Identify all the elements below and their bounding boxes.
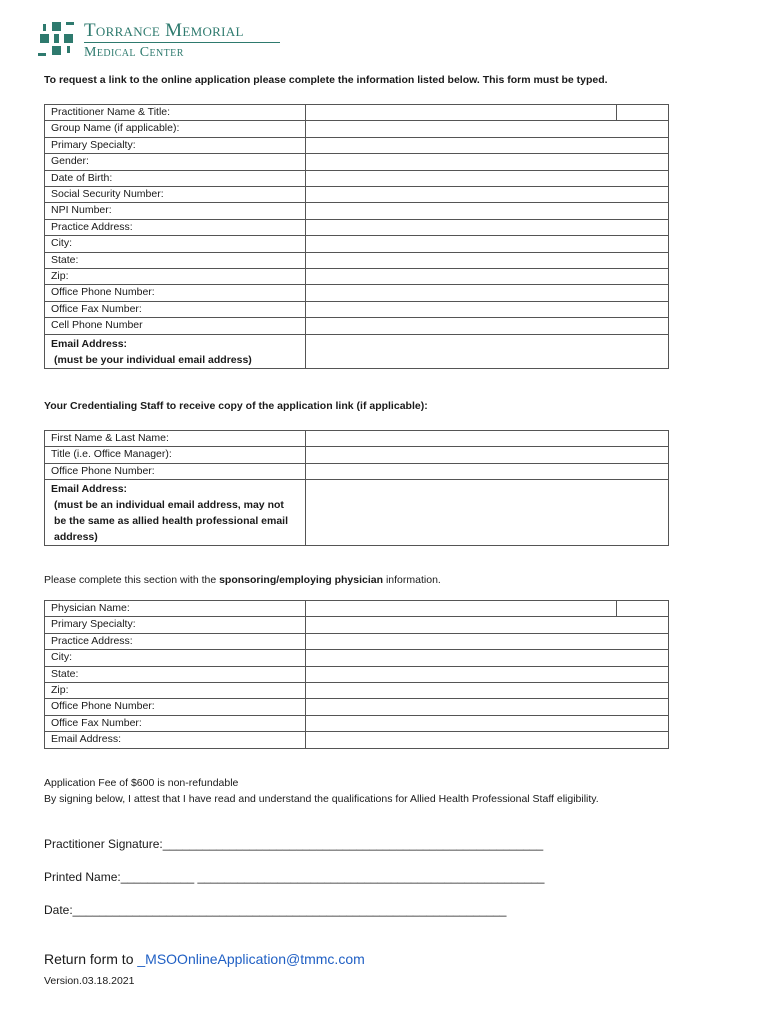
logo [38, 18, 278, 62]
practitioner-title-input[interactable] [617, 105, 669, 121]
field-label: Physician Name: [45, 601, 306, 617]
ssn-input[interactable] [306, 187, 669, 203]
return-instructions [44, 951, 365, 967]
staff-name-input[interactable] [306, 431, 669, 447]
table-row [45, 601, 669, 617]
field-label: Social Security Number: [45, 187, 306, 203]
staff-title-input[interactable] [306, 447, 669, 463]
table-row [45, 463, 669, 479]
staff-table [44, 430, 669, 546]
table-row [45, 480, 669, 546]
return-email-link[interactable]: _MSOOnlineApplication@tmmc.com [137, 951, 365, 967]
zip-input[interactable] [306, 269, 669, 285]
field-label: Title (i.e. Office Manager): [45, 447, 306, 463]
staff-email-label-cell [45, 480, 306, 546]
gender-input[interactable] [306, 154, 669, 170]
practitioner-signature-line[interactable]: Practitioner Signature:_________________________________________________________ [44, 837, 544, 851]
heading-text: Please complete this section with the [44, 574, 220, 586]
field-label: Zip: [45, 683, 306, 699]
table-row [45, 431, 669, 447]
cell-phone-input[interactable] [306, 318, 669, 334]
table-row [45, 219, 669, 235]
field-label: Practitioner Name & Title: [45, 105, 306, 121]
npi-input[interactable] [306, 203, 669, 219]
brand-name: Torrance Memorial [84, 20, 244, 41]
heading-emphasis: sponsoring/employing physician [219, 574, 384, 586]
table-row [45, 683, 669, 699]
field-note: (must be an individual email address, may not be the same as allied health professional email address) [54, 499, 289, 544]
physician-zip-input[interactable] [306, 683, 669, 699]
table-row [45, 285, 669, 301]
physician-name-input[interactable] [306, 601, 617, 617]
physician-state-input[interactable] [306, 666, 669, 682]
staff-heading: Your Credentialing Staff to receive copy of the application link (if applicable): [44, 400, 428, 412]
table-row [45, 633, 669, 649]
table-row [45, 318, 669, 334]
field-label: Group Name (if applicable): [45, 121, 306, 137]
table-row [45, 252, 669, 268]
intro-text: To request a link to the online application please complete the information listed below. This form must be typed. [44, 74, 608, 86]
table-row [45, 301, 669, 317]
field-label: Office Phone Number: [45, 463, 306, 479]
brand-subtitle: Medical Center [84, 45, 184, 60]
date-line[interactable]: Date:_________________________________________________________________ [44, 903, 507, 917]
field-label: Cell Phone Number [45, 318, 306, 334]
table-row [45, 170, 669, 186]
field-label: NPI Number: [45, 203, 306, 219]
field-label: Gender: [45, 154, 306, 170]
field-label: City: [45, 650, 306, 666]
physician-fax-input[interactable] [306, 715, 669, 731]
physician-heading [44, 574, 441, 586]
primary-specialty-input[interactable] [306, 137, 669, 153]
office-fax-input[interactable] [306, 301, 669, 317]
table-row [45, 334, 669, 368]
staff-phone-input[interactable] [306, 463, 669, 479]
physician-table [44, 600, 669, 749]
field-label: Email Address: [45, 732, 306, 748]
physician-address-input[interactable] [306, 633, 669, 649]
field-label: Email Address: [51, 337, 128, 350]
brand-divider [84, 42, 280, 43]
physician-credential-input[interactable] [617, 601, 669, 617]
table-row [45, 121, 669, 137]
table-row [45, 187, 669, 203]
date-of-birth-input[interactable] [306, 170, 669, 186]
field-label: Practice Address: [45, 633, 306, 649]
fee-notice: Application Fee of $600 is non-refundable [44, 777, 239, 789]
heading-text: information. [383, 574, 441, 586]
table-row [45, 617, 669, 633]
printed-name-line[interactable]: Printed Name:___________ ____________________________________________________ [44, 870, 545, 884]
table-row [45, 269, 669, 285]
physician-email-input[interactable] [306, 732, 669, 748]
office-phone-input[interactable] [306, 285, 669, 301]
physician-specialty-input[interactable] [306, 617, 669, 633]
field-label: Primary Specialty: [45, 137, 306, 153]
field-label: Office Fax Number: [45, 301, 306, 317]
field-label: Email Address: [51, 483, 128, 496]
field-label: Primary Specialty: [45, 617, 306, 633]
table-row [45, 137, 669, 153]
city-input[interactable] [306, 236, 669, 252]
field-label: First Name & Last Name: [45, 431, 306, 447]
state-input[interactable] [306, 252, 669, 268]
field-label: Office Phone Number: [45, 699, 306, 715]
email-input[interactable] [306, 334, 669, 368]
version-label: Version.03.18.2021 [44, 975, 135, 987]
physician-phone-input[interactable] [306, 699, 669, 715]
physician-city-input[interactable] [306, 650, 669, 666]
return-text: Return form to [44, 951, 138, 967]
attestation-text: By signing below, I attest that I have read and understand the qualifications for Allied Health Professional Staff eligibility. [44, 793, 599, 805]
table-row [45, 105, 669, 121]
practice-address-input[interactable] [306, 219, 669, 235]
table-row [45, 715, 669, 731]
field-label: Office Phone Number: [45, 285, 306, 301]
field-label: Practice Address: [45, 219, 306, 235]
table-row [45, 650, 669, 666]
field-label: Office Fax Number: [45, 715, 306, 731]
table-row [45, 699, 669, 715]
practitioner-name-input[interactable] [306, 105, 617, 121]
practitioner-table [44, 104, 669, 369]
field-label: Zip: [45, 269, 306, 285]
table-row [45, 203, 669, 219]
email-label-cell [45, 334, 306, 368]
table-row [45, 447, 669, 463]
logo-mark-icon [38, 20, 78, 60]
staff-email-input[interactable] [306, 480, 669, 546]
table-row [45, 666, 669, 682]
table-row [45, 732, 669, 748]
table-row [45, 154, 669, 170]
field-label: State: [45, 666, 306, 682]
field-note: (must be your individual email address) [54, 353, 252, 366]
table-row [45, 236, 669, 252]
group-name-input[interactable] [306, 121, 669, 137]
field-label: City: [45, 236, 306, 252]
field-label: Date of Birth: [45, 170, 306, 186]
field-label: State: [45, 252, 306, 268]
